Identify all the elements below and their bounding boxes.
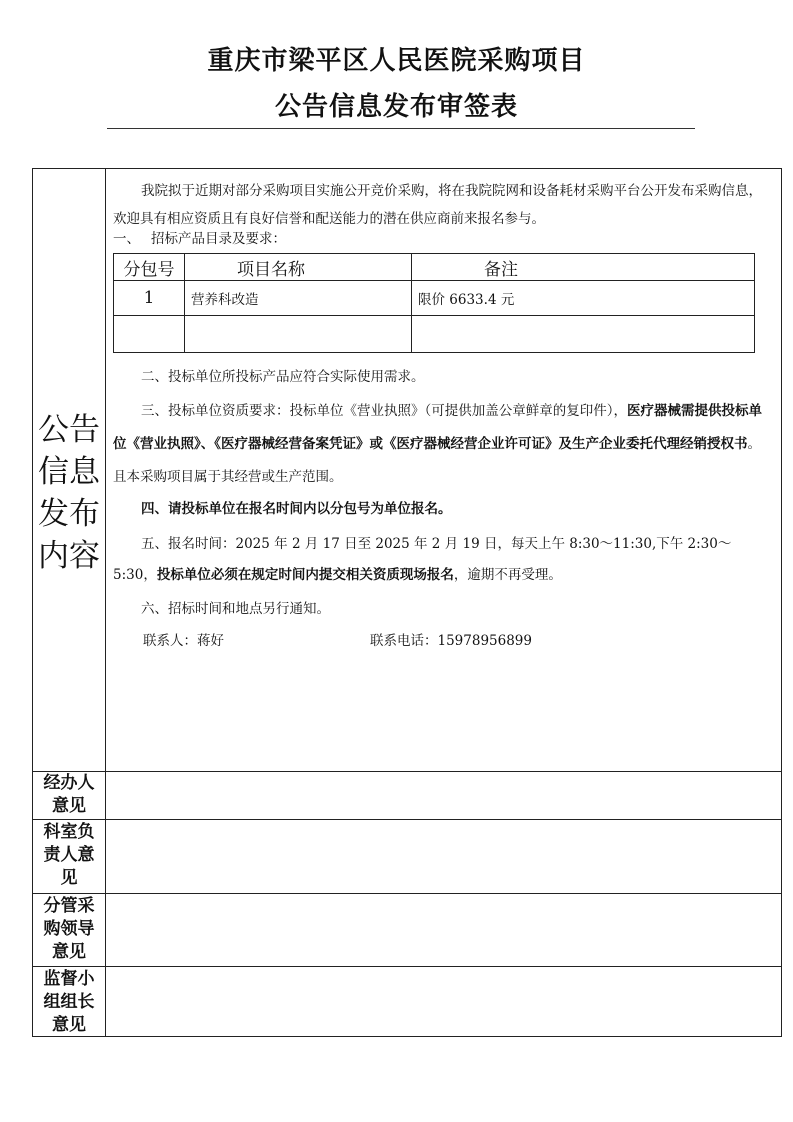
header-project-name: 项目名称 bbox=[185, 254, 412, 281]
header-package-no: 分包号 bbox=[114, 254, 185, 281]
label-handler-opinion bbox=[33, 772, 105, 818]
item3-bold-text: 医疗器械需提供投标单位《营业执照》、《医疗器械经营备案凭证》或《医疗器械经营企业许可证》及生产企业委托代理经销授权书 bbox=[113, 403, 762, 452]
row-divider bbox=[33, 966, 781, 967]
header-remarks: 备注 bbox=[412, 254, 755, 281]
item6-paragraph: 六、招标时间和地点另行通知。 bbox=[141, 601, 330, 617]
label-line: 见 bbox=[60, 868, 78, 888]
cell-remarks: 限价 6633.4 元 bbox=[412, 281, 755, 316]
title-divider bbox=[107, 128, 695, 129]
table-header-row bbox=[114, 254, 755, 281]
column-divider bbox=[105, 169, 106, 1036]
label-line: 意见 bbox=[52, 1015, 86, 1035]
item5-paragraph bbox=[113, 529, 773, 591]
label-department-head-opinion bbox=[33, 821, 105, 890]
label-line: 信息 bbox=[38, 454, 100, 490]
label-line: 公告 bbox=[38, 412, 100, 448]
cell-project-name bbox=[185, 316, 412, 353]
cell-project-name: 营养科改造 bbox=[185, 281, 412, 316]
label-line: 分管采 bbox=[43, 896, 95, 916]
contact-person: 联系人：蒋好 bbox=[143, 633, 224, 649]
contact-phone: 联系电话：15978956899 bbox=[370, 633, 532, 649]
product-table bbox=[113, 253, 755, 353]
label-line: 发布 bbox=[38, 496, 100, 532]
item5-text: 五、报名时间：2025 年 2 月 17 日至 2025 年 2 月 19 日，每天上午 8:30～11:30,下午 2:30～5:30， bbox=[113, 536, 732, 583]
label-line: 意见 bbox=[52, 796, 86, 816]
document-title-line2: 公告信息发布审签表 bbox=[274, 92, 518, 122]
label-line: 意见 bbox=[52, 942, 86, 962]
cell-package-no: 1 bbox=[114, 281, 185, 316]
row-divider bbox=[33, 893, 781, 894]
item2-paragraph: 二、投标单位所投标产品应符合实际使用需求。 bbox=[141, 369, 425, 385]
item1-heading: 一、 招标产品目录及要求： bbox=[113, 231, 287, 247]
section-label-announcement bbox=[33, 409, 105, 577]
item5-tail-text: ，逾期不再受理。 bbox=[453, 567, 562, 583]
label-line: 经办人 bbox=[43, 773, 95, 793]
cell-package-no bbox=[114, 316, 185, 353]
label-line: 购领导 bbox=[43, 919, 95, 939]
item5-bold-text: 投标单位必须在规定时间内提交相关资质现场报名 bbox=[156, 567, 454, 583]
item4-paragraph: 四、请投标单位在报名时间内以分包号为单位报名。 bbox=[141, 501, 452, 517]
intro-paragraph: 我院拟于近期对部分采购项目实施公开竞价采购，将在我院院网和设备耗材采购平台公开发布采购信息，欢迎具有相应资质且有良好信誉和配送能力的潜在供应商前来报名参与。 bbox=[113, 183, 762, 227]
label-line: 监督小 bbox=[43, 969, 95, 989]
row-divider bbox=[33, 771, 781, 772]
document-title-line1: 重庆市梁平区人民医院采购项目 bbox=[207, 46, 586, 76]
row-divider bbox=[33, 819, 781, 820]
approval-form-table bbox=[32, 168, 782, 1037]
label-line: 内容 bbox=[38, 538, 100, 574]
label-procurement-leader-opinion bbox=[33, 895, 105, 964]
label-supervision-leader-opinion bbox=[33, 968, 105, 1037]
cell-remarks bbox=[412, 316, 755, 353]
table-row bbox=[114, 316, 755, 353]
table-row bbox=[114, 281, 755, 316]
item3-paragraph bbox=[113, 395, 773, 494]
label-line: 科室负 bbox=[43, 822, 95, 842]
label-line: 责人意 bbox=[43, 845, 95, 865]
item3-text: 三、投标单位资质要求：投标单位《营业执照》（可提供加盖公章鲜章的复印件）， bbox=[141, 403, 627, 419]
item3-tail-text: 。且本采购项目属于其经营或生产范围。 bbox=[113, 436, 761, 485]
label-line: 组组长 bbox=[43, 992, 95, 1012]
